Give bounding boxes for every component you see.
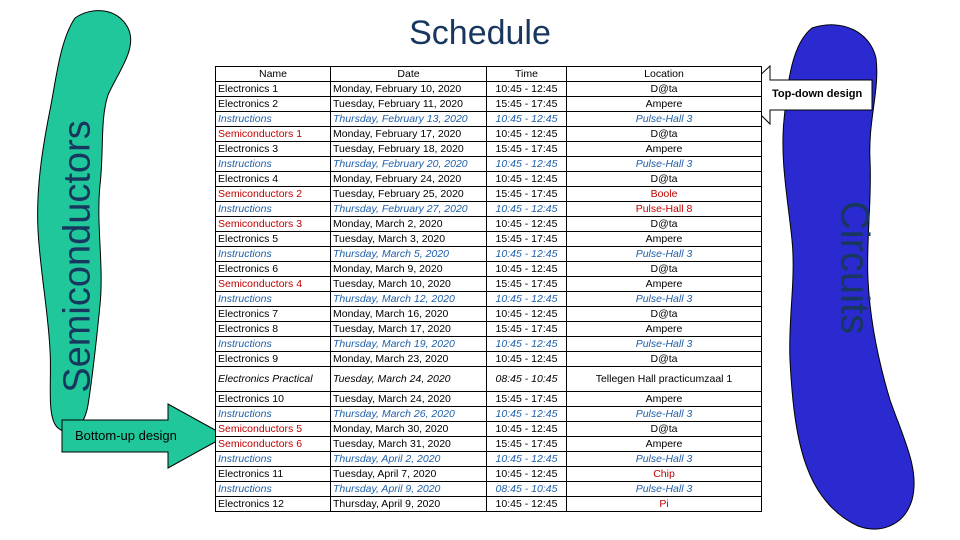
row-name: Electronics 1: [216, 82, 331, 97]
row-name: Electronics 11: [216, 467, 331, 482]
row-time: 10:45 - 12:45: [487, 217, 567, 232]
row-location: Pulse-Hall 3: [567, 407, 762, 422]
row-date: Tuesday, March 3, 2020: [331, 232, 487, 247]
row-name: Semiconductors 5: [216, 422, 331, 437]
row-location: Pi: [567, 497, 762, 512]
row-name: Electronics 7: [216, 307, 331, 322]
row-date: Tuesday, March 10, 2020: [331, 277, 487, 292]
row-date: Thursday, February 27, 2020: [331, 202, 487, 217]
row-location: Ampere: [567, 437, 762, 452]
row-time: 10:45 - 12:45: [487, 247, 567, 262]
top-down-label: Top-down design: [772, 88, 863, 100]
row-time: 10:45 - 12:45: [487, 127, 567, 142]
row-name: Semiconductors 1: [216, 127, 331, 142]
row-date: Tuesday, March 17, 2020: [331, 322, 487, 337]
row-date: Tuesday, April 7, 2020: [331, 467, 487, 482]
row-location: D@ta: [567, 422, 762, 437]
row-date: Thursday, April 2, 2020: [331, 452, 487, 467]
row-date: Monday, March 30, 2020: [331, 422, 487, 437]
header-date: Date: [331, 67, 487, 82]
table-row: [216, 217, 762, 232]
row-date: Thursday, March 5, 2020: [331, 247, 487, 262]
table-row: [216, 202, 762, 217]
table-row: [216, 467, 762, 482]
table-row: [216, 352, 762, 367]
row-name: Semiconductors 3: [216, 217, 331, 232]
row-date: Tuesday, February 18, 2020: [331, 142, 487, 157]
table-row: [216, 157, 762, 172]
row-location: Ampere: [567, 322, 762, 337]
row-time: 10:45 - 12:45: [487, 82, 567, 97]
row-date: Monday, February 17, 2020: [331, 127, 487, 142]
table-row: [216, 97, 762, 112]
row-date: Monday, March 2, 2020: [331, 217, 487, 232]
table-row: [216, 112, 762, 127]
row-date: Thursday, April 9, 2020: [331, 482, 487, 497]
row-location: Ampere: [567, 277, 762, 292]
table-row: [216, 337, 762, 352]
row-time: 10:45 - 12:45: [487, 407, 567, 422]
row-time: 15:45 - 17:45: [487, 437, 567, 452]
row-location: Pulse-Hall 3: [567, 112, 762, 127]
row-date: Tuesday, February 11, 2020: [331, 97, 487, 112]
row-name: Semiconductors 4: [216, 277, 331, 292]
row-date: Thursday, March 19, 2020: [331, 337, 487, 352]
row-date: Monday, February 24, 2020: [331, 172, 487, 187]
row-time: 15:45 - 17:45: [487, 187, 567, 202]
table-row: [216, 452, 762, 467]
row-time: 10:45 - 12:45: [487, 352, 567, 367]
row-time: 15:45 - 17:45: [487, 322, 567, 337]
row-location: D@ta: [567, 82, 762, 97]
header-name: Name: [216, 67, 331, 82]
row-location: Ampere: [567, 142, 762, 157]
row-date: Thursday, March 12, 2020: [331, 292, 487, 307]
row-name: Instructions: [216, 112, 331, 127]
row-time: 15:45 - 17:45: [487, 232, 567, 247]
table-row: [216, 127, 762, 142]
row-name: Electronics Practical: [216, 367, 331, 392]
row-location: Ampere: [567, 392, 762, 407]
row-time: 15:45 - 17:45: [487, 97, 567, 112]
row-time: 15:45 - 17:45: [487, 392, 567, 407]
table-row: [216, 172, 762, 187]
schedule-body: [216, 82, 762, 512]
row-name: Electronics 2: [216, 97, 331, 112]
row-location: Pulse-Hall 3: [567, 292, 762, 307]
table-row: [216, 232, 762, 247]
row-time: 10:45 - 12:45: [487, 337, 567, 352]
row-time: 10:45 - 12:45: [487, 452, 567, 467]
row-name: Instructions: [216, 407, 331, 422]
row-time: 15:45 - 17:45: [487, 142, 567, 157]
bottom-up-label: Bottom-up design: [75, 428, 177, 443]
table-row: [216, 82, 762, 97]
row-location: Pulse-Hall 3: [567, 452, 762, 467]
row-location: D@ta: [567, 217, 762, 232]
row-time: 08:45 - 10:45: [487, 482, 567, 497]
row-location: Pulse-Hall 3: [567, 337, 762, 352]
row-time: 15:45 - 17:45: [487, 277, 567, 292]
table-row: [216, 367, 762, 392]
row-date: Thursday, February 20, 2020: [331, 157, 487, 172]
row-location: D@ta: [567, 262, 762, 277]
table-row: [216, 437, 762, 452]
row-location: D@ta: [567, 352, 762, 367]
row-date: Tuesday, March 24, 2020: [331, 367, 487, 392]
table-row: [216, 407, 762, 422]
row-location: Pulse-Hall 3: [567, 482, 762, 497]
row-location: Pulse-Hall 3: [567, 247, 762, 262]
row-name: Instructions: [216, 292, 331, 307]
row-name: Semiconductors 6: [216, 437, 331, 452]
row-name: Electronics 4: [216, 172, 331, 187]
row-location: Boole: [567, 187, 762, 202]
header-time: Time: [487, 67, 567, 82]
schedule-table: [215, 66, 762, 512]
row-location: Tellegen Hall practicumzaal 1: [567, 367, 762, 392]
row-time: 10:45 - 12:45: [487, 497, 567, 512]
row-location: Pulse-Hall 3: [567, 157, 762, 172]
row-name: Instructions: [216, 247, 331, 262]
row-date: Tuesday, February 25, 2020: [331, 187, 487, 202]
table-row: [216, 247, 762, 262]
row-name: Instructions: [216, 482, 331, 497]
row-name: Electronics 6: [216, 262, 331, 277]
row-time: 10:45 - 12:45: [487, 307, 567, 322]
row-date: Tuesday, March 31, 2020: [331, 437, 487, 452]
circuits-label: Circuits: [832, 200, 877, 335]
page-title: Schedule: [409, 14, 551, 52]
table-row: [216, 277, 762, 292]
row-date: Thursday, February 13, 2020: [331, 112, 487, 127]
row-date: Thursday, April 9, 2020: [331, 497, 487, 512]
row-time: 10:45 - 12:45: [487, 112, 567, 127]
row-date: Monday, March 9, 2020: [331, 262, 487, 277]
table-row: [216, 307, 762, 322]
row-name: Instructions: [216, 202, 331, 217]
row-name: Semiconductors 2: [216, 187, 331, 202]
row-location: D@ta: [567, 172, 762, 187]
row-date: Thursday, March 26, 2020: [331, 407, 487, 422]
table-row: [216, 392, 762, 407]
table-row: [216, 422, 762, 437]
row-name: Electronics 10: [216, 392, 331, 407]
row-date: Monday, February 10, 2020: [331, 82, 487, 97]
row-location: D@ta: [567, 127, 762, 142]
row-name: Electronics 5: [216, 232, 331, 247]
row-name: Instructions: [216, 337, 331, 352]
row-name: Electronics 12: [216, 497, 331, 512]
table-row: [216, 142, 762, 157]
table-row: [216, 262, 762, 277]
row-date: Tuesday, March 24, 2020: [331, 392, 487, 407]
row-location: Ampere: [567, 232, 762, 247]
row-name: Electronics 9: [216, 352, 331, 367]
row-location: Ampere: [567, 97, 762, 112]
row-location: D@ta: [567, 307, 762, 322]
semiconductors-label: Semiconductors: [56, 120, 99, 393]
table-row: [216, 322, 762, 337]
table-row: [216, 482, 762, 497]
row-time: 08:45 - 10:45: [487, 367, 567, 392]
row-time: 10:45 - 12:45: [487, 157, 567, 172]
row-location: Pulse-Hall 8: [567, 202, 762, 217]
row-date: Monday, March 23, 2020: [331, 352, 487, 367]
row-time: 10:45 - 12:45: [487, 467, 567, 482]
table-row: [216, 187, 762, 202]
table-row: [216, 292, 762, 307]
row-time: 10:45 - 12:45: [487, 422, 567, 437]
row-name: Instructions: [216, 157, 331, 172]
row-name: Instructions: [216, 452, 331, 467]
row-time: 10:45 - 12:45: [487, 292, 567, 307]
row-location: Chip: [567, 467, 762, 482]
row-time: 10:45 - 12:45: [487, 172, 567, 187]
row-time: 10:45 - 12:45: [487, 202, 567, 217]
row-date: Monday, March 16, 2020: [331, 307, 487, 322]
header-location: Location: [567, 67, 762, 82]
row-name: Electronics 8: [216, 322, 331, 337]
row-name: Electronics 3: [216, 142, 331, 157]
table-row: [216, 497, 762, 512]
row-time: 10:45 - 12:45: [487, 262, 567, 277]
table-header-row: [216, 67, 762, 82]
